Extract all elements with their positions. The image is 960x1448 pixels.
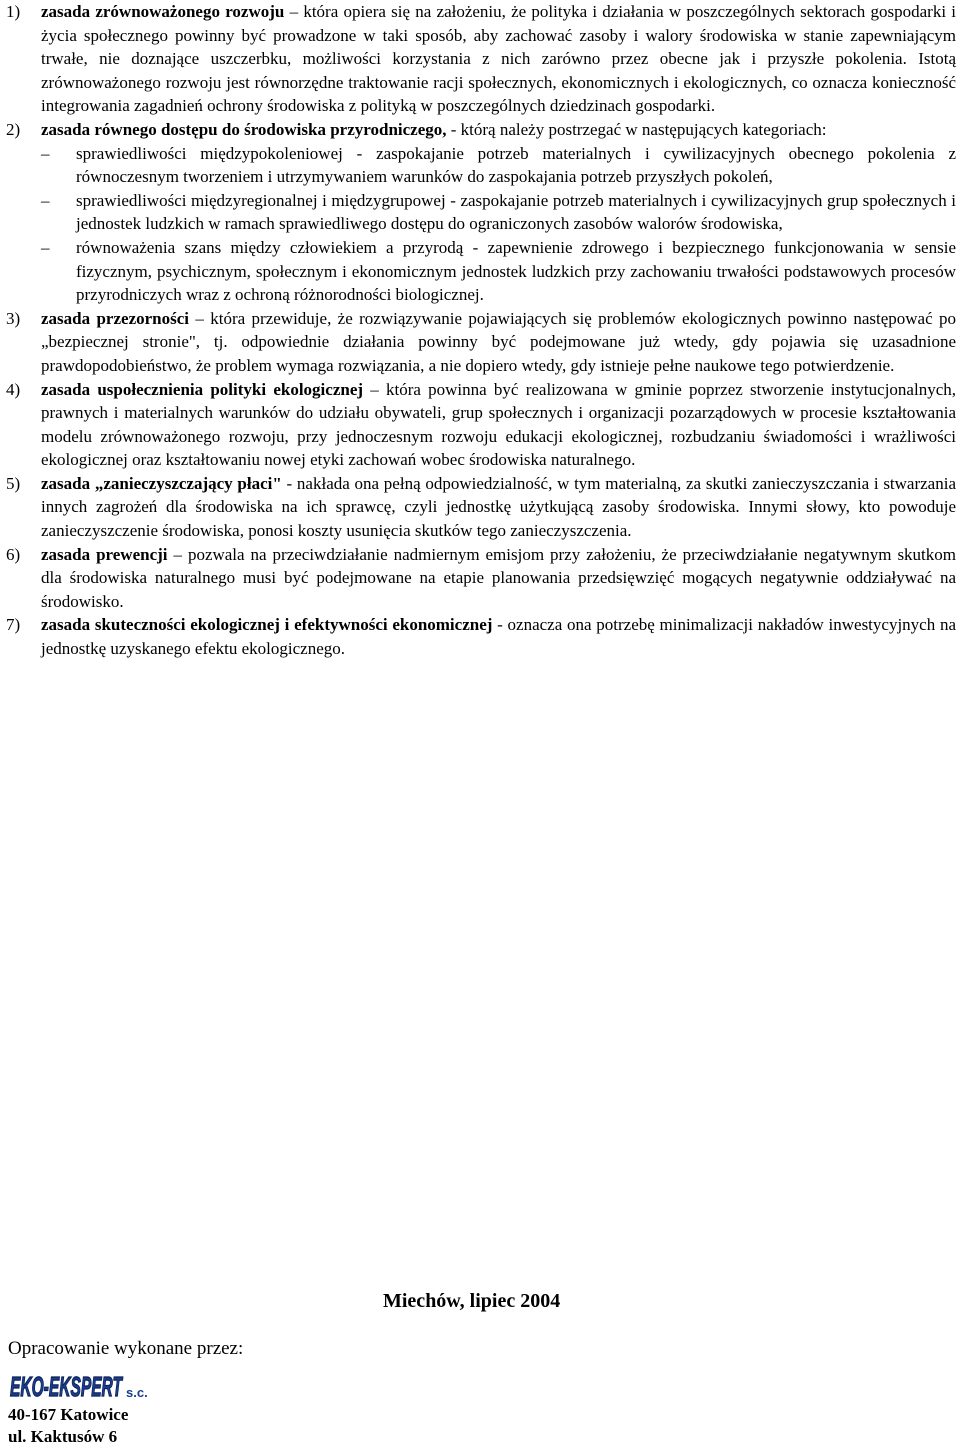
sub-item-text: sprawiedliwości międzypokoleniowej - zaspokajanie potrzeb materialnych i cywilizacyjnych obecnego pokolenia z równoczesnym tworzeniem i utrzymywaniem warunków do zaspokajania potrzeb przyszłych pokoleń, <box>76 143 956 187</box>
company-address <box>8 1404 128 1448</box>
sub-list-item <box>41 236 956 307</box>
item-text: – która opiera się na założeniu, że polityka i działania w poszczególnych sektorach gospodarki i życia społecznego powinny być prowadzone w taki sposób, aby zachować zasoby i walory środowiska w stanie zapewniającym trwałe, nie doznające uszczerbku, możliwości korzystania z nich zarówno przez obecne jak i przyszłe pokolenia. Istotą zrównoważonego rozwoju jest równorzędne traktowanie racji społecznych, ekonomicznych i ekologicznych, co oznacza konieczność integrowania zagadnień ochrony środowiska z polityką w poszczególnych dziedzinach gospodarki. <box>41 2 956 116</box>
item-text: - którą należy postrzegać w następujących kategoriach: <box>446 119 827 139</box>
item-number: 4) <box>6 379 21 399</box>
sub-list-item <box>41 142 956 189</box>
sub-item-text: sprawiedliwości międzyregionalnej i międzygrupowej - zaspokajanie potrzeb materialnych i cywilizacyjnych grup społecznych i jednostek ludzkich w ramach sprawiedliwego dostępu do ograniczonych zasobów walorów środowiska, <box>76 190 956 234</box>
list-item <box>6 543 956 614</box>
item-number: 2) <box>6 119 21 139</box>
item-text: - nakłada ona pełną odpowiedzialność, w tym materialną, za skutki zanieczyszczania i stwarzania innych zagrożeń dla środowiska na ich sprawcę, czyli jednostkę użytkującą zasoby środowiska. Innymi słowy, kto powoduje zanieczyszczenie środowiska, ponosi koszty usunięcia skutków tego zanieczyszczenia. <box>41 473 956 541</box>
prepared-by-label: Opracowanie wykonane przez: <box>8 1338 244 1359</box>
item-term: zasada zrównoważonego rozwoju <box>41 2 285 21</box>
item-text: - oznacza ona potrzebę minimalizacji nakładów inwestycyjnych na jednostkę uzyskanego efektu ekologicznego. <box>41 615 956 659</box>
list-item <box>6 307 956 378</box>
item-text: – która powinna być realizowana w gminie poprzez stworzenie instytucjonalnych, prawnych i materialnych warunków do udziału obywateli, grup społecznych i organizacji pozarządowych w procesie kształtowania modelu zrównoważonego rozwoju, przy jednoczesnym rozwoju edukacji ekologicznej, rozbudzaniu świadomości i wrażliwości ekologicznej oraz kształtowaniu nowej etyki zachowań wobec środowiska naturalnego. <box>41 379 956 470</box>
dash-bullet: – <box>41 143 50 163</box>
principles-list <box>6 0 956 661</box>
item-term: zasada przezorności <box>41 308 190 328</box>
item-term: zasada „zanieczyszczający płaci" <box>41 473 282 493</box>
logo-wordmark: EKO-EKSPERT <box>10 1371 124 1402</box>
list-item <box>6 118 956 307</box>
list-item <box>6 0 956 118</box>
sub-list-item <box>41 189 956 236</box>
item-number: 1) <box>6 2 21 21</box>
item-number: 3) <box>6 308 21 328</box>
address-line: ul. Kaktusów 6 <box>8 1427 118 1446</box>
item-text: – która przewiduje, że rozwiązywanie pojawiających się problemów ekologicznych powinno następować po „bezpiecznej stronie", tj. odpowiednie działania powinny być podejmowane już wtedy, gdy pojawia się uzasadnione prawdopodobieństwo, że problem wymaga rozwiązania, a nie dopiero wtedy, gdy istnieje pełne naukowe tego potwierdzenie. <box>41 308 957 375</box>
item-number: 7) <box>6 615 21 635</box>
list-item <box>6 472 956 543</box>
item-term: zasada równego dostępu do środowiska przyrodniczego, <box>41 119 447 139</box>
item-term: zasada uspołecznienia polityki ekologicznej <box>41 379 364 399</box>
item-number: 5) <box>6 473 21 493</box>
place-date: Miechów, lipiec 2004 <box>383 1290 561 1312</box>
company-logo <box>8 1368 168 1402</box>
item-term: zasada skuteczności ekologicznej i efektywności ekonomicznej <box>41 615 493 635</box>
item-text: – pozwala na przeciwdziałanie nadmiernym emisjom przy założeniu, że przeciwdziałanie negatywnym skutkom dla środowiska naturalnego musi być podejmowane na etapie planowania przedsięwzięć mogących negatywnie oddziaływać na środowisko. <box>41 544 957 611</box>
dash-bullet: – <box>41 237 50 257</box>
dash-bullet: – <box>41 190 50 210</box>
address-line: 40-167 Katowice <box>8 1405 129 1424</box>
sub-item-text: równoważenia szans między człowiekiem a przyrodą - zapewnienie zdrowego i bezpiecznego funkcjonowania w sensie fizycznym, psychicznym, społecznym i ekonomicznym jednostek ludzkich przy zachowaniu trwałości podstawowych procesów przyrodniczych wraz z ochroną różnorodności biologicznej. <box>76 237 956 305</box>
item-term: zasada prewencji <box>41 544 168 564</box>
list-item <box>6 613 956 660</box>
item-number: 6) <box>6 544 21 564</box>
list-item <box>6 378 956 472</box>
logo-suffix: s.c. <box>126 1385 148 1400</box>
